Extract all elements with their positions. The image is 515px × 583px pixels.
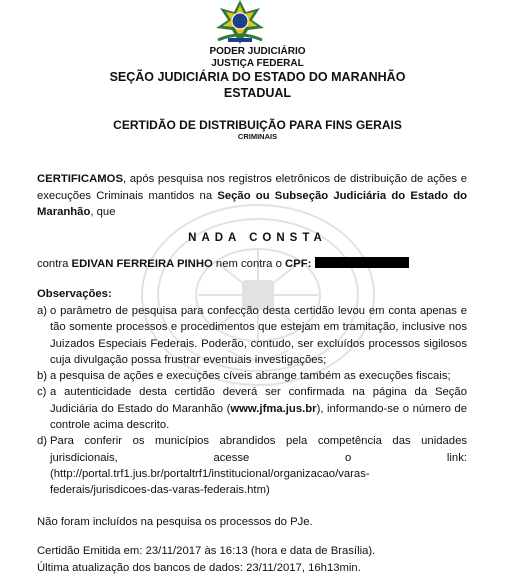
observation-d [37,433,467,498]
observation-text: o parâmetro de pesquisa para confecção desta certidão levou em conta apenas e tão somente processos e procedimentos que estejam em tramitação, inclusive nos Juizados Especiais Federais. Poderão, contudo, ser excluídos processos sigilosos cuja divulgação possa frustrar eventuais investigações; [50,305,467,366]
subject-prefix: contra [37,258,72,270]
intro-text-2: , que [90,206,116,218]
database-update-date: Última atualização dos bancos de dados: 23/11/2017, 16h13min. [37,562,361,574]
pje-note: Não foram incluídos na pesquisa os processos do PJe. [37,516,313,528]
subject-line [37,256,467,273]
observations-title: Observações: [37,288,112,300]
observation-label: c) [37,386,47,399]
coat-of-arms-icon [210,0,270,44]
observation-label: b) [37,370,48,383]
observation-b [37,368,467,384]
intro-lead: CERTIFICAMOS [37,173,123,185]
observations-heading [37,286,467,303]
observation-text [50,384,467,433]
observation-label: d) [37,435,48,448]
observation-text [50,433,467,498]
header-line-4: ESTADUAL [223,86,292,100]
status-nada-consta: NADA CONSTA [188,232,327,244]
observation-c [37,384,467,433]
header-line-3: SEÇÃO JUDICIÁRIA DO ESTADO DO MARANHÃO [109,70,406,84]
header-line-2: JUSTIÇA FEDERAL [211,58,304,69]
document-subtitle: CRIMINAIS [237,132,278,141]
emitted-date: Certidão Emitida em: 23/11/2017 às 16:13 (hora e data de Brasília). [37,545,376,557]
header-line-1: PODER JUDICIÁRIO [209,46,306,57]
observation-c-post: ), informando-se o número de controle acima descrito. [50,402,467,432]
observation-c-pre: a autenticidade desta certidão deverá ser confirmada na página da Seção Judiciária do Estado do Maranhão ( [50,386,467,415]
observations-list [37,303,467,499]
intro-entity: Seção ou Subseção Judiciária do Estado do Maranhão [37,189,468,218]
subject-middle: nem contra o [212,258,285,270]
observation-label: a) [37,305,48,317]
jurisdictions-url-link[interactable]: (http://portal.trf1.jus.br/portaltrf1/institucional/organizacao/varas-federais/jurisdicoes-das-varas-federais.htm) [50,467,370,497]
observation-text: a pesquisa de ações e execuções cíveis abrange também as execuções fiscais; [50,370,451,383]
intro-paragraph [37,171,467,221]
document-title: CERTIDÃO DE DISTRIBUIÇÃO PARA FINS GERAIS [113,118,402,132]
cpf-label: CPF: [285,258,312,270]
intro-text-1: , após pesquisa nos registros eletrônicos de distribuição de ações e execuções Criminais mantidos na [37,173,467,202]
jfma-site-link[interactable]: www.jfma.jus.br [230,402,317,415]
subject-name: EDIVAN FERREIRA PINHO [71,258,213,270]
cpf-redaction [315,257,409,268]
observation-a [37,303,467,368]
observation-d-text: Para conferir os municípios abrandidos pela competência das unidades jurisdicionais, acesse o link: [50,435,467,464]
